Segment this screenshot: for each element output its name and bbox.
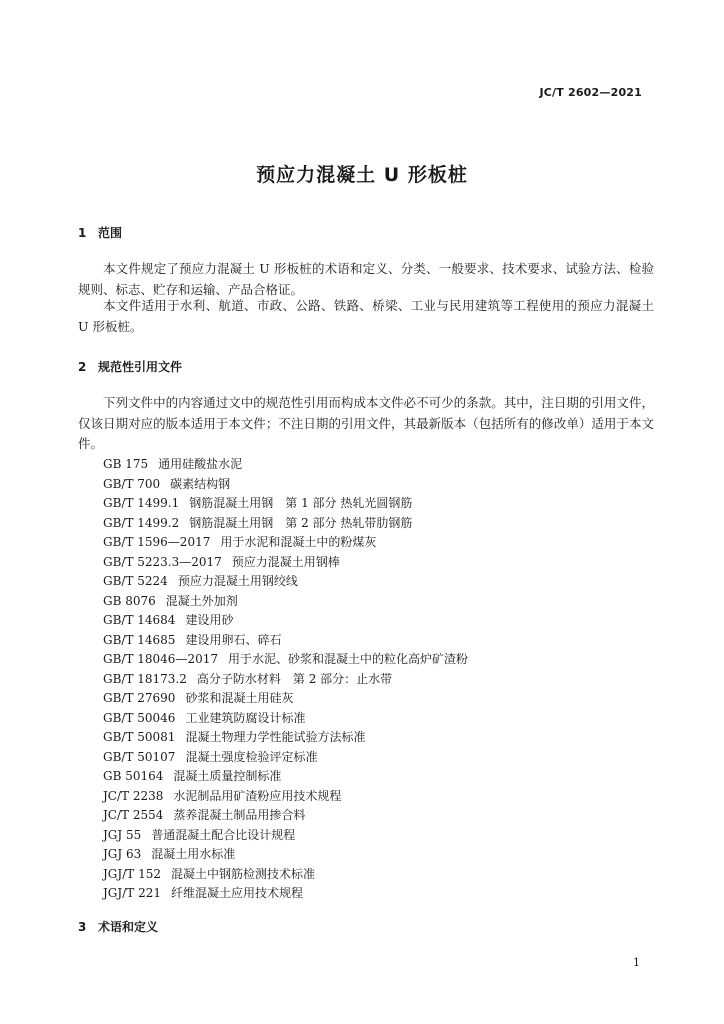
reference-title: 混凝土强度检验评定标准 — [185, 749, 318, 764]
scope-paragraph-2: 本文件适用于水利、航道、市政、公路、铁路、桥梁、工业与民用建筑等工程使用的预应力混凝土 U 形板桩。 — [78, 298, 654, 334]
reference-title: 混凝土外加剂 — [165, 593, 238, 608]
reference-code: GB/T 27690 — [103, 691, 176, 705]
reference-item — [103, 670, 468, 690]
reference-title: 工业建筑防腐设计标准 — [185, 710, 306, 725]
reference-list — [103, 455, 468, 904]
reference-item — [103, 748, 468, 768]
reference-title: 钢筋混凝土用钢 第 1 部分 热轧光圆钢筋 — [189, 496, 413, 510]
section-number: 1 — [78, 226, 87, 240]
normative-references-paragraph: 下列文件中的内容通过文中的规范性引用而构成本文件必不可少的条款。其中，注日期的引用文件，仅该日期对应的版本适用于本文件；不注日期的引用文件，其最新版本（包括所有的修改单）适用于本文件。 — [78, 395, 654, 451]
reference-item — [103, 514, 468, 534]
reference-item — [103, 455, 468, 475]
reference-code: GB/T 50107 — [103, 749, 176, 764]
reference-item — [103, 767, 468, 787]
reference-title: 普通混凝土配合比设计规程 — [151, 827, 296, 842]
reference-title: 混凝土物理力学性能试验方法标准 — [185, 730, 366, 744]
reference-item — [103, 709, 468, 729]
reference-title: 钢筋混凝土用钢 第 2 部分 热轧带肋钢筋 — [189, 515, 413, 530]
reference-item — [103, 494, 468, 514]
section-number: 2 — [78, 360, 87, 374]
reference-code: GB/T 50046 — [103, 710, 176, 725]
reference-code: GB/T 18046—2017 — [103, 652, 218, 666]
section-3-heading — [78, 918, 158, 935]
reference-code: JGJ 55 — [103, 827, 142, 842]
reference-title: 用于水泥、砂浆和混凝土中的粒化高炉矿渣粉 — [227, 652, 468, 666]
reference-item — [103, 631, 468, 651]
reference-title: 碳素结构钢 — [170, 476, 231, 491]
reference-code: GB/T 5224 — [103, 574, 168, 588]
reference-item — [103, 475, 468, 495]
reference-item — [103, 728, 468, 748]
reference-code: GB 8076 — [103, 593, 156, 608]
reference-title: 高分子防水材料 第 2 部分：止水带 — [196, 671, 393, 686]
reference-title: 建设用砂 — [185, 613, 234, 627]
reference-code: JC/T 2238 — [103, 788, 164, 803]
standard-code: JC/T 2602—2021 — [539, 86, 642, 99]
reference-title: 混凝土中钢筋检测技术标准 — [170, 866, 315, 881]
reference-item — [103, 572, 468, 592]
reference-item — [103, 845, 468, 865]
reference-title: 预应力混凝土用钢棒 — [231, 554, 340, 569]
reference-code: GB/T 14685 — [103, 632, 176, 647]
reference-code: JGJ/T 152 — [103, 866, 161, 881]
reference-code: GB 175 — [103, 457, 149, 471]
reference-title: 混凝土质量控制标准 — [173, 769, 282, 783]
reference-title: 建设用卵石、碎石 — [185, 632, 282, 647]
reference-code: JC/T 2554 — [103, 808, 164, 822]
reference-title: 水泥制品用矿渣粉应用技术规程 — [173, 788, 342, 803]
reference-item — [103, 553, 468, 573]
reference-item — [103, 650, 468, 670]
reference-item — [103, 806, 468, 826]
page-number: 1 — [633, 956, 640, 969]
reference-code: GB/T 1596—2017 — [103, 535, 211, 549]
document-title: 预应力混凝土 U 形板桩 — [256, 164, 468, 186]
reference-code: GB 50164 — [103, 769, 164, 783]
reference-code: GB/T 18173.2 — [103, 671, 187, 686]
reference-item — [103, 689, 468, 709]
section-title: 范围 — [98, 226, 123, 240]
reference-code: GB/T 50081 — [103, 730, 176, 744]
reference-code: GB/T 700 — [103, 476, 161, 491]
reference-code: GB/T 5223.3—2017 — [103, 554, 222, 569]
reference-code: JGJ/T 221 — [103, 886, 161, 900]
reference-code: GB/T 14684 — [103, 613, 176, 627]
reference-title: 混凝土用水标准 — [151, 847, 236, 861]
reference-title: 纤维混凝土应用技术规程 — [170, 886, 303, 900]
reference-code: GB/T 1499.2 — [103, 515, 180, 530]
reference-title: 用于水泥和混凝土中的粉煤灰 — [220, 535, 377, 549]
reference-code: JGJ 63 — [103, 847, 142, 861]
reference-item — [103, 611, 468, 631]
section-2-heading — [78, 358, 182, 375]
reference-item — [103, 592, 468, 612]
reference-code: GB/T 1499.1 — [103, 496, 180, 510]
reference-title: 砂浆和混凝土用硅灰 — [185, 691, 294, 705]
reference-title: 预应力混凝土用钢绞线 — [177, 574, 298, 588]
section-title: 术语和定义 — [98, 920, 159, 934]
section-number: 3 — [78, 920, 87, 934]
reference-item — [103, 787, 468, 807]
section-title: 规范性引用文件 — [98, 360, 183, 374]
reference-item — [103, 865, 468, 885]
reference-title: 蒸养混凝土制品用掺合料 — [173, 808, 306, 822]
scope-paragraph-1: 本文件规定了预应力混凝土 U 形板桩的术语和定义、分类、一般要求、技术要求、试验方法、检验规则、标志、贮存和运输、产品合格证。 — [78, 261, 654, 297]
reference-title: 通用硅酸盐水泥 — [158, 457, 243, 471]
section-1-heading — [78, 224, 122, 241]
reference-item — [103, 533, 468, 553]
reference-item — [103, 884, 468, 904]
reference-item — [103, 826, 468, 846]
